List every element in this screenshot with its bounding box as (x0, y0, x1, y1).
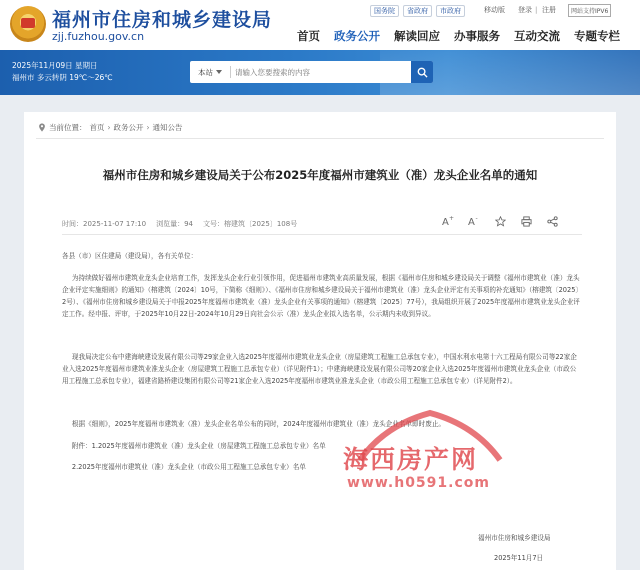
attachment-link-1[interactable]: 附件：1.2025年度福州市建筑业（准）龙头企业（房屋建筑工程施工总承包专业）名单 (71, 442, 326, 450)
nav-gov-affairs[interactable]: 政务公开 (334, 29, 380, 43)
gov-emblem-icon (10, 6, 46, 42)
search-scope-select[interactable] (190, 67, 226, 78)
salutation: 各县（市）区住建局（建设局），各有关单位： (62, 252, 198, 260)
breadcrumb-home[interactable]: 首页 (89, 123, 105, 132)
paragraph-decision: 现我局决定公布中建海峡建设发展有限公司等29家企业入选2025年度福州市建筑业龙头企业（房屋建筑工程施工总承包专业），中国水利水电第十六工程局有限公司等22家企业入选2025年度福州市建筑业准龙头企业（房屋建筑工程施工总承包专业）（详见附件1）；中建海峡建设发展有限公司等20家企业入选2025年度福州市建筑业龙头企业（市政公用工程施工总承包专业），福建省路桥建设集团有限公司等21家企业入选2025年度福州市建筑业准龙头企业（市政公用工程施工总承包专业）（详见附件2）。 (62, 353, 577, 385)
top-links (370, 5, 465, 17)
site-title[interactable]: 福州市住房和城乡建设局 (52, 9, 273, 31)
view-count: 浏览量：94 (156, 220, 194, 228)
search-button[interactable] (411, 61, 433, 83)
article-tools (442, 215, 558, 227)
watermark-url: www.h0591.com (347, 475, 490, 491)
util-separator: | (535, 6, 538, 14)
signature: 福州市住房和城乡建设局 (478, 534, 551, 542)
attachment-link-2[interactable]: 2.2025年度福州市建筑业（准）龙头企业（市政公用工程施工总承包专业）名单 (71, 463, 306, 471)
print-icon[interactable] (520, 215, 532, 227)
divider (36, 138, 604, 139)
ipv6-badge: 网站支持IPV6 (568, 4, 611, 17)
search-input[interactable] (235, 68, 395, 77)
breadcrumb-notices[interactable]: 通知公告 (152, 123, 183, 132)
site-domain: zjj.fuzhou.gov.cn (52, 30, 145, 43)
breadcrumb-separator: › (107, 123, 111, 132)
nav-home[interactable]: 首页 (297, 29, 320, 43)
search-scope-label: 本站 (198, 67, 213, 77)
svg-text:A: A (442, 217, 449, 227)
current-date: 2025年11月09日 星期日 (12, 61, 98, 70)
breadcrumb-gov-affairs[interactable]: 政务公开 (113, 123, 144, 132)
share-icon[interactable] (546, 215, 558, 227)
link-state-council[interactable]: 国务院 (370, 5, 399, 17)
watermark (335, 405, 525, 495)
mobile-version-link[interactable]: 移动版 (484, 6, 505, 14)
divider (62, 234, 582, 235)
svg-text:-: - (475, 215, 478, 222)
register-link[interactable]: 注册 (542, 6, 556, 14)
search-bar (190, 61, 433, 83)
nav-special-topics[interactable]: 专题专栏 (574, 29, 620, 43)
nav-interaction[interactable]: 互动交流 (514, 29, 560, 43)
banner (0, 50, 640, 95)
article-title: 福州市住房和城乡建设局关于公布2025年度福州市建筑业（准）龙头企业名单的通知 (102, 168, 538, 182)
article-meta (62, 219, 297, 229)
star-icon[interactable] (494, 215, 506, 227)
paragraph-intro: 为持续做好福州市建筑业龙头企业培育工作，发挥龙头企业行业引领作用，促进福州市建筑业高质量发展，根据《福州市住房和城乡建设局关于调整《福州市建筑业（准）龙头企业评定实施细则》的通知》（榕建筑〔2024〕10号，下简称《细则》）、《福州市住房和城乡建设局关于福州市建筑业（准）龙头企业评定有关事项的补充通知》（榕建筑〔2025〕2号）、《福州市住房和城乡建设局关于申报2025年度福州市建筑业（准）龙头企业有关事项的通知》（榕建筑〔2025〕77号），我局组织开展了2025年度福州市建筑业龙头企业评定工作。经申报、评审，于2025年10月22日-2024年10月29日向社会公示（准）龙头企业拟入选名单，公示期内未收到异议。 (62, 274, 582, 318)
breadcrumb (38, 122, 183, 133)
nav-services[interactable]: 办事服务 (454, 29, 500, 43)
nav-interpretation[interactable]: 解读回应 (394, 29, 440, 43)
content-panel (24, 112, 616, 570)
site-header (0, 0, 640, 50)
font-increase-icon[interactable] (442, 215, 454, 227)
watermark-text: 海西房产网 (343, 445, 479, 474)
main-nav (297, 28, 620, 44)
breadcrumb-separator: › (146, 123, 150, 132)
weather-info: 福州市 多云转阴 19℃～26℃ (12, 73, 113, 82)
document-number: 文号：榕建筑〔2025〕108号 (203, 220, 298, 228)
link-province-gov[interactable]: 省政府 (403, 5, 432, 17)
search-icon (417, 67, 428, 78)
font-decrease-icon[interactable] (468, 215, 480, 227)
sign-date: 2025年11月7日 (494, 554, 544, 562)
login-link[interactable]: 登录 (518, 6, 532, 14)
svg-text:+: + (449, 215, 454, 222)
location-icon (38, 123, 46, 132)
breadcrumb-prefix: 当前位置： (49, 123, 87, 132)
publish-time: 时间：2025-11-07 17:10 (62, 220, 147, 228)
svg-text:A: A (468, 217, 475, 227)
paragraph-repeal: 根据《细则》，2025年度福州市建筑业（准）龙头企业名单公布的同时，2024年度福州市建筑业（准）龙头企业名单即时废止。 (71, 420, 446, 428)
search-divider (230, 66, 231, 78)
chevron-down-icon (216, 70, 222, 74)
link-city-gov[interactable]: 市政府 (436, 5, 465, 17)
